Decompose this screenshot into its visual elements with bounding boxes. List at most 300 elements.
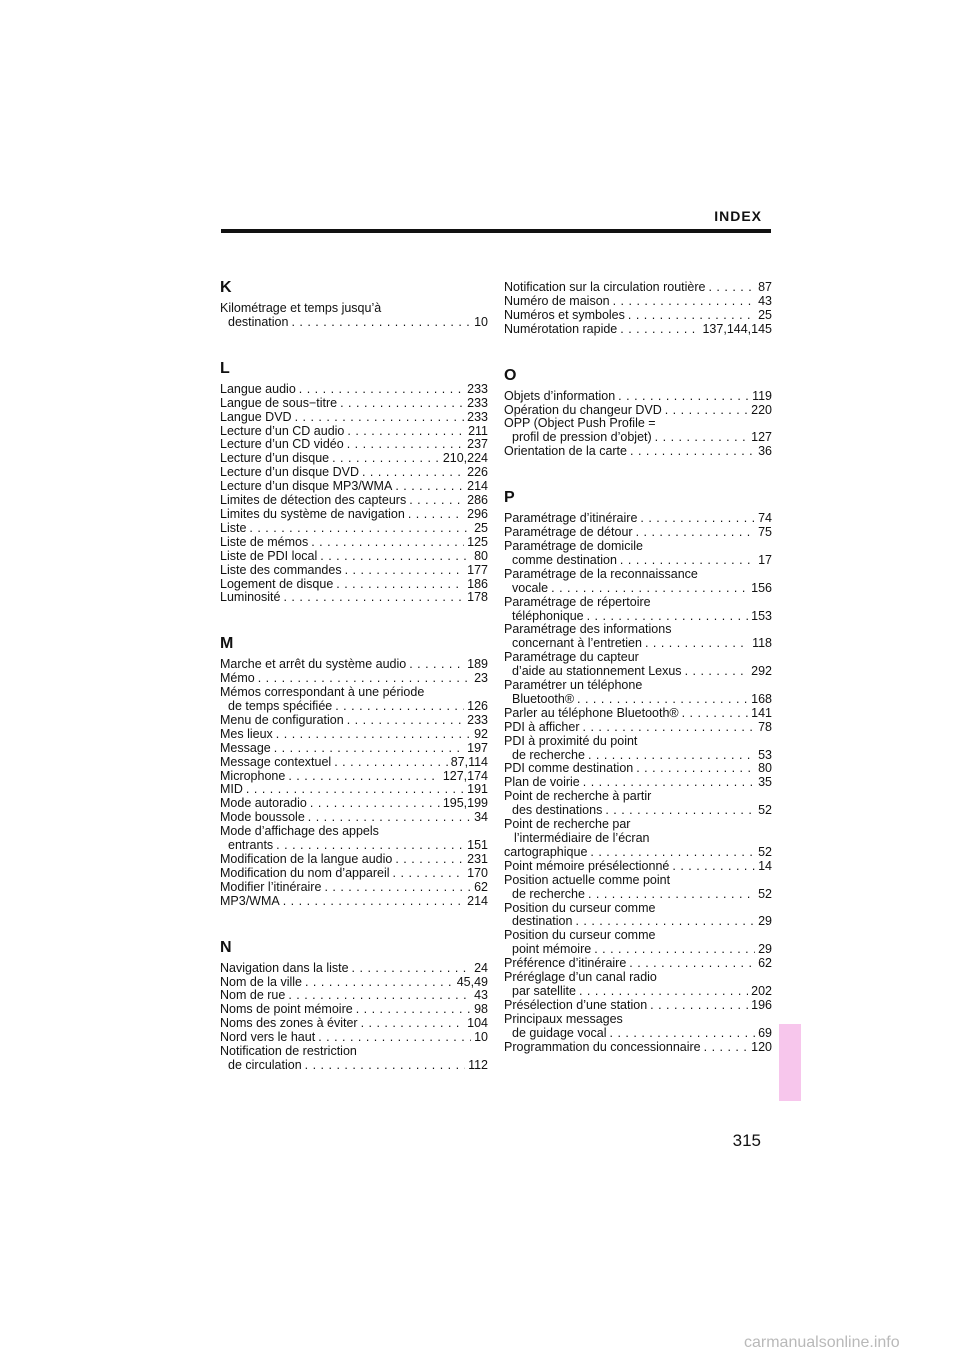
entry-heading-line: Paramétrage de la reconnaissance xyxy=(504,566,698,581)
entry-label: Modification du nom d’appareil xyxy=(220,865,390,880)
entry-label: Préférence d’itinéraire xyxy=(504,956,627,971)
page-reference: 233 xyxy=(467,409,488,424)
section-thumb-tab xyxy=(779,1024,801,1101)
dot-leader xyxy=(579,985,748,999)
page-reference: 168 xyxy=(751,691,772,706)
entry-label: Opération du changeur DVD xyxy=(504,402,662,417)
dot-leader xyxy=(324,881,471,895)
dot-leader xyxy=(629,957,755,971)
index-entry xyxy=(504,762,772,776)
entry-label: Limites de détection des capteurs xyxy=(220,493,407,508)
index-entry xyxy=(220,550,488,564)
entry-label: Objets d’information xyxy=(504,388,616,403)
page-reference: 69 xyxy=(758,1025,772,1040)
entry-label: Nom de la ville xyxy=(220,974,302,989)
section-letter: N xyxy=(220,938,232,956)
dot-leader xyxy=(295,411,465,425)
dot-leader xyxy=(274,742,464,756)
entry-label: Mes lieux xyxy=(220,726,273,741)
dot-leader xyxy=(590,846,755,860)
index-entry xyxy=(504,281,772,295)
page-reference: 170 xyxy=(467,865,488,880)
dot-leader xyxy=(704,1041,749,1055)
index-section xyxy=(504,486,772,1054)
index-entry xyxy=(220,564,488,578)
page-reference: 202 xyxy=(751,983,772,998)
entry-heading-line: Paramétrage de répertoire xyxy=(504,594,651,609)
dot-leader xyxy=(409,658,464,672)
header-rule xyxy=(221,229,771,233)
entry-label: Numéro de maison xyxy=(504,293,610,308)
dot-leader xyxy=(356,1003,471,1017)
page-reference: 214 xyxy=(467,893,488,908)
index-section xyxy=(220,936,488,1073)
index-entry xyxy=(504,568,772,596)
dot-leader xyxy=(345,564,465,578)
entry-heading-line: Point de recherche par xyxy=(504,817,631,832)
index-entry xyxy=(504,818,772,860)
entry-label: Numéros et symboles xyxy=(504,307,625,322)
entry-label: Paramétrage de détour xyxy=(504,525,633,540)
page-reference: 45,49 xyxy=(456,974,488,989)
entry-label: Plan de voirie xyxy=(504,775,580,790)
page-reference: 178 xyxy=(467,590,488,605)
page-reference: 211 xyxy=(468,423,488,438)
dot-leader xyxy=(605,804,755,818)
dot-leader xyxy=(362,466,464,480)
page-reference: 237 xyxy=(467,437,488,452)
dot-leader xyxy=(395,853,464,867)
entry-label: Numérotation rapide xyxy=(504,321,618,336)
index-entry xyxy=(504,679,772,707)
dot-leader xyxy=(613,295,755,309)
entry-label: Modification de la langue audio xyxy=(220,852,393,866)
dot-leader xyxy=(320,550,471,564)
index-entry xyxy=(220,1003,488,1017)
entry-label: Limites du système de navigation xyxy=(220,506,405,521)
index-entry xyxy=(220,895,488,909)
page-reference: 10 xyxy=(474,1030,488,1045)
index-entry xyxy=(220,728,488,742)
page-reference: 62 xyxy=(474,879,488,894)
entry-label: Nom de rue xyxy=(220,988,286,1003)
index-entry xyxy=(504,957,772,971)
entry-label: d’aide au stationnement Lexus xyxy=(512,664,682,679)
page-reference: 52 xyxy=(758,803,772,818)
page-reference: 220 xyxy=(751,402,772,417)
index-entry xyxy=(504,417,772,445)
page-reference: 296 xyxy=(467,506,488,521)
dot-leader xyxy=(299,383,464,397)
index-entry xyxy=(504,874,772,902)
dot-leader xyxy=(395,480,464,494)
index-entry xyxy=(504,596,772,624)
page-reference: 74 xyxy=(758,511,772,526)
page-reference: 120 xyxy=(751,1039,772,1054)
section-letter: O xyxy=(504,366,517,384)
index-column-right xyxy=(504,281,772,1082)
dot-leader xyxy=(336,578,464,592)
index-entry xyxy=(504,445,772,459)
dot-leader xyxy=(408,508,464,522)
entry-label: Lecture d’un disque DVD xyxy=(220,465,359,480)
index-entry xyxy=(220,1017,488,1031)
page-reference: 52 xyxy=(758,886,772,901)
index-entry xyxy=(220,783,488,797)
dot-leader xyxy=(587,610,749,624)
index-section xyxy=(220,357,488,606)
page-reference: 80 xyxy=(758,761,772,776)
page-reference: 214 xyxy=(467,479,488,494)
page-reference: 78 xyxy=(758,719,772,734)
page-reference: 80 xyxy=(474,548,488,563)
page-reference: 29 xyxy=(758,914,772,929)
entry-heading-line: Kilométrage et temps jusqu’à xyxy=(220,301,382,315)
index-entry xyxy=(220,797,488,811)
entry-label: Noms de point mémoire xyxy=(220,1002,353,1017)
entry-label: Notification sur la circulation routière xyxy=(504,280,706,294)
dot-leader xyxy=(588,888,755,902)
index-entry xyxy=(220,383,488,397)
entry-label: cartographique xyxy=(504,844,588,859)
page-reference: 14 xyxy=(758,858,772,873)
dot-leader xyxy=(334,756,448,770)
entry-label: des destinations xyxy=(512,803,603,818)
index-entry xyxy=(220,658,488,672)
dot-leader xyxy=(682,707,749,721)
index-entry xyxy=(220,522,488,536)
entry-heading-line: Position du curseur comme xyxy=(504,928,656,943)
watermark: carmanualsonline.info xyxy=(744,1334,900,1351)
entry-label: Lecture d’un disque MP3/WMA xyxy=(220,479,393,494)
entry-label: vocale xyxy=(512,580,549,595)
page-reference: 196 xyxy=(751,997,772,1012)
dot-leader xyxy=(551,582,748,596)
page-reference: 43 xyxy=(758,293,772,308)
index-entry xyxy=(220,770,488,784)
dot-leader xyxy=(409,494,464,508)
section-letter: M xyxy=(220,635,234,653)
page-reference: 10 xyxy=(474,314,488,329)
dot-leader xyxy=(249,522,471,536)
index-entry xyxy=(220,425,488,439)
index-entry xyxy=(504,790,772,818)
index-entry xyxy=(220,591,488,605)
page-reference: 53 xyxy=(758,747,772,762)
entry-label: Bluetooth® xyxy=(512,691,575,706)
entry-label: entrants xyxy=(228,838,274,853)
entry-label: Orientation de la carte xyxy=(504,444,627,459)
index-entry xyxy=(504,323,772,337)
page-reference: 87,114 xyxy=(450,754,488,769)
entry-label: Modifier l’itinéraire xyxy=(220,879,322,894)
entry-label: Liste des commandes xyxy=(220,562,342,577)
entry-label: de guidage vocal xyxy=(512,1025,607,1040)
entry-label: Menu de configuration xyxy=(220,712,344,727)
entry-label: de circulation xyxy=(228,1057,302,1072)
index-entry xyxy=(504,860,772,874)
entry-label: Lecture d’un CD audio xyxy=(220,423,345,438)
dot-leader xyxy=(393,867,465,881)
entry-label: de recherche xyxy=(512,747,585,762)
page-reference: 233 xyxy=(467,712,488,727)
dot-leader xyxy=(361,1017,465,1031)
entry-label: Langue audio xyxy=(220,381,296,396)
index-entry xyxy=(504,929,772,957)
entry-label: PDI à afficher xyxy=(504,719,580,734)
page-reference: 233 xyxy=(467,381,488,396)
page-reference: 87 xyxy=(758,280,772,294)
index-entry xyxy=(220,397,488,411)
page-reference: 35 xyxy=(758,775,772,790)
index-entry xyxy=(220,411,488,425)
index-entry xyxy=(220,811,488,825)
page-reference: 186 xyxy=(467,576,488,591)
dot-leader xyxy=(276,839,464,853)
entry-label: Mémo xyxy=(220,671,255,686)
index-entry xyxy=(220,853,488,867)
index-section xyxy=(504,281,772,337)
entry-label: Logement de disque xyxy=(220,576,334,591)
dot-leader xyxy=(630,445,755,459)
entry-label: de recherche xyxy=(512,886,585,901)
entry-heading-line: Mode d’affichage des appels xyxy=(220,824,379,839)
index-entry xyxy=(220,480,488,494)
index-entry xyxy=(504,902,772,930)
dot-leader xyxy=(311,536,464,550)
dot-leader xyxy=(588,749,755,763)
page-reference: 119 xyxy=(752,388,772,403)
entry-label: par satellite xyxy=(512,983,576,998)
dot-leader xyxy=(288,770,439,784)
index-entry xyxy=(220,742,488,756)
index-entry xyxy=(220,536,488,550)
dot-leader xyxy=(636,762,755,776)
entry-heading-line: Préréglage d’un canal radio xyxy=(504,970,657,985)
dot-leader xyxy=(575,915,755,929)
index-entry xyxy=(504,404,772,418)
entry-heading-line: Paramétrage du capteur xyxy=(504,650,639,665)
entry-heading-line: Principaux messages xyxy=(504,1011,623,1026)
page-reference: 141 xyxy=(751,705,772,720)
entry-label: Message contextuel xyxy=(220,754,332,769)
index-entry xyxy=(220,989,488,1003)
dot-leader xyxy=(636,526,756,540)
page-reference: 43 xyxy=(474,988,488,1003)
entry-heading-line: Paramétrage de domicile xyxy=(504,538,643,553)
page-reference: 104 xyxy=(467,1016,488,1031)
index-entry xyxy=(220,494,488,508)
index-entry xyxy=(220,508,488,522)
dot-leader xyxy=(620,323,699,337)
index-entry xyxy=(220,756,488,770)
entry-label: Message xyxy=(220,740,271,755)
entry-label: Liste de mémos xyxy=(220,534,309,549)
entry-label: Langue de sous−titre xyxy=(220,395,338,410)
entry-label: PDI comme destination xyxy=(504,761,634,776)
page-reference: 29 xyxy=(758,942,772,957)
dot-leader xyxy=(305,976,454,990)
dot-leader xyxy=(645,637,749,651)
page-reference: 36 xyxy=(758,444,772,459)
index-section xyxy=(220,276,488,330)
dot-leader xyxy=(628,309,755,323)
index-entry xyxy=(504,721,772,735)
page-reference: 127,174 xyxy=(442,768,488,783)
entry-heading-line: Paramétrage des informations xyxy=(504,622,672,637)
dot-leader xyxy=(672,860,755,874)
entry-heading-line: l’intermédiaire de l’écran xyxy=(514,831,650,845)
dot-leader xyxy=(308,811,471,825)
entry-label: Luminosité xyxy=(220,590,281,605)
index-entry xyxy=(220,1031,488,1045)
entry-label: de temps spécifiée xyxy=(228,699,333,714)
page-reference: 34 xyxy=(474,810,488,825)
index-entry xyxy=(504,526,772,540)
entry-label: Mode autoradio xyxy=(220,796,307,811)
index-entry xyxy=(220,976,488,990)
index-entry xyxy=(504,651,772,679)
index-section xyxy=(504,364,772,460)
page-number: 315 xyxy=(732,1131,761,1150)
dot-leader xyxy=(352,962,472,976)
dot-leader xyxy=(640,512,755,526)
entry-label: Parler au téléphone Bluetooth® xyxy=(504,705,679,720)
index-entry xyxy=(504,295,772,309)
entry-label: Point mémoire présélectionné xyxy=(504,858,670,873)
page-reference: 195,199 xyxy=(442,796,488,811)
entry-label: point mémoire xyxy=(512,942,592,957)
page-reference: 189 xyxy=(467,657,488,672)
entry-label: comme destination xyxy=(512,552,617,567)
entry-label: destination xyxy=(228,314,289,329)
page-reference: 156 xyxy=(751,580,772,595)
page-reference: 23 xyxy=(474,671,488,686)
entry-label: Nord vers le haut xyxy=(220,1030,316,1045)
entry-label: Marche et arrêt du système audio xyxy=(220,657,407,672)
index-entry xyxy=(504,390,772,404)
index-entry xyxy=(220,881,488,895)
dot-leader xyxy=(347,714,464,728)
index-entry xyxy=(220,438,488,452)
dot-leader xyxy=(583,721,756,735)
dot-leader xyxy=(318,1031,471,1045)
page-reference: 25 xyxy=(474,520,488,535)
entry-label: Lecture d’un disque xyxy=(220,451,330,466)
entry-heading-line: Notification de restriction xyxy=(220,1044,357,1059)
entry-label: Liste de PDI local xyxy=(220,548,318,563)
index-entry xyxy=(504,540,772,568)
page-reference: 137,144,145 xyxy=(702,321,772,336)
entry-label: Programmation du concessionnaire xyxy=(504,1039,701,1054)
dot-leader xyxy=(347,425,465,439)
page-reference: 126 xyxy=(467,699,488,714)
page-reference: 197 xyxy=(467,740,488,755)
index-entry xyxy=(504,623,772,651)
dot-leader xyxy=(310,797,440,811)
index-section xyxy=(220,632,488,908)
page-reference: 151 xyxy=(467,838,488,853)
page-reference: 233 xyxy=(467,395,488,410)
page-reference: 127 xyxy=(751,430,772,445)
dot-leader xyxy=(594,943,755,957)
entry-label: concernant à l’entretien xyxy=(512,636,642,651)
page-reference: 118 xyxy=(752,636,772,651)
page-reference: 17 xyxy=(758,552,772,567)
entry-heading-line: Point de recherche à partir xyxy=(504,789,652,804)
dot-leader xyxy=(246,783,464,797)
section-letter: P xyxy=(504,489,515,507)
entry-heading-line: Position du curseur comme xyxy=(504,900,656,915)
entry-label: Navigation dans la liste xyxy=(220,960,349,975)
dot-leader xyxy=(650,999,748,1013)
index-entry xyxy=(504,309,772,323)
index-entry xyxy=(504,512,772,526)
page-reference: 286 xyxy=(467,493,488,508)
dot-leader xyxy=(655,431,748,445)
dot-leader xyxy=(708,281,755,295)
page-reference: 75 xyxy=(758,525,772,540)
dot-leader xyxy=(347,438,464,452)
index-entry xyxy=(220,686,488,714)
dot-leader xyxy=(620,554,755,568)
entry-label: Paramétrage d’itinéraire xyxy=(504,511,638,526)
dot-leader xyxy=(618,390,749,404)
dot-leader xyxy=(583,776,755,790)
dot-leader xyxy=(283,895,464,909)
index-column-left xyxy=(220,276,488,1100)
entry-heading-line: Position actuelle comme point xyxy=(504,872,671,887)
index-entry xyxy=(220,1045,488,1073)
page-reference: 98 xyxy=(474,1002,488,1017)
entry-label: destination xyxy=(512,914,573,929)
entry-label: MID xyxy=(220,782,243,797)
page-reference: 153 xyxy=(751,608,772,623)
entry-label: MP3/WMA xyxy=(220,893,280,908)
entry-label: téléphonique xyxy=(512,608,584,623)
index-entry xyxy=(504,707,772,721)
index-entry xyxy=(220,825,488,853)
index-entry xyxy=(504,971,772,999)
entry-heading-line: Mémos correspondant à une période xyxy=(220,685,425,700)
dot-leader xyxy=(276,728,471,742)
page-reference: 292 xyxy=(751,664,772,679)
index-entry xyxy=(220,578,488,592)
page-reference: 125 xyxy=(467,534,488,549)
dot-leader xyxy=(610,1027,756,1041)
page-reference: 177 xyxy=(467,562,488,577)
entry-label: Mode boussole xyxy=(220,810,305,825)
entry-label: Microphone xyxy=(220,768,286,783)
entry-label: Noms des zones à éviter xyxy=(220,1016,358,1031)
index-header-title: INDEX xyxy=(714,208,762,224)
page-reference: 191 xyxy=(467,782,488,797)
page-reference: 92 xyxy=(474,726,488,741)
dot-leader xyxy=(288,989,471,1003)
index-entry xyxy=(220,672,488,686)
entry-heading-line: OPP (Object Push Profile = xyxy=(504,416,656,431)
index-entry xyxy=(220,466,488,480)
index-entry xyxy=(504,735,772,763)
index-entry xyxy=(220,962,488,976)
dot-leader xyxy=(340,397,464,411)
index-entry xyxy=(504,776,772,790)
page-reference: 25 xyxy=(758,307,772,322)
entry-label: Liste xyxy=(220,520,247,535)
dot-leader xyxy=(283,591,464,605)
section-letter: L xyxy=(220,359,230,377)
entry-label: profil de pression d’objet) xyxy=(512,430,652,445)
